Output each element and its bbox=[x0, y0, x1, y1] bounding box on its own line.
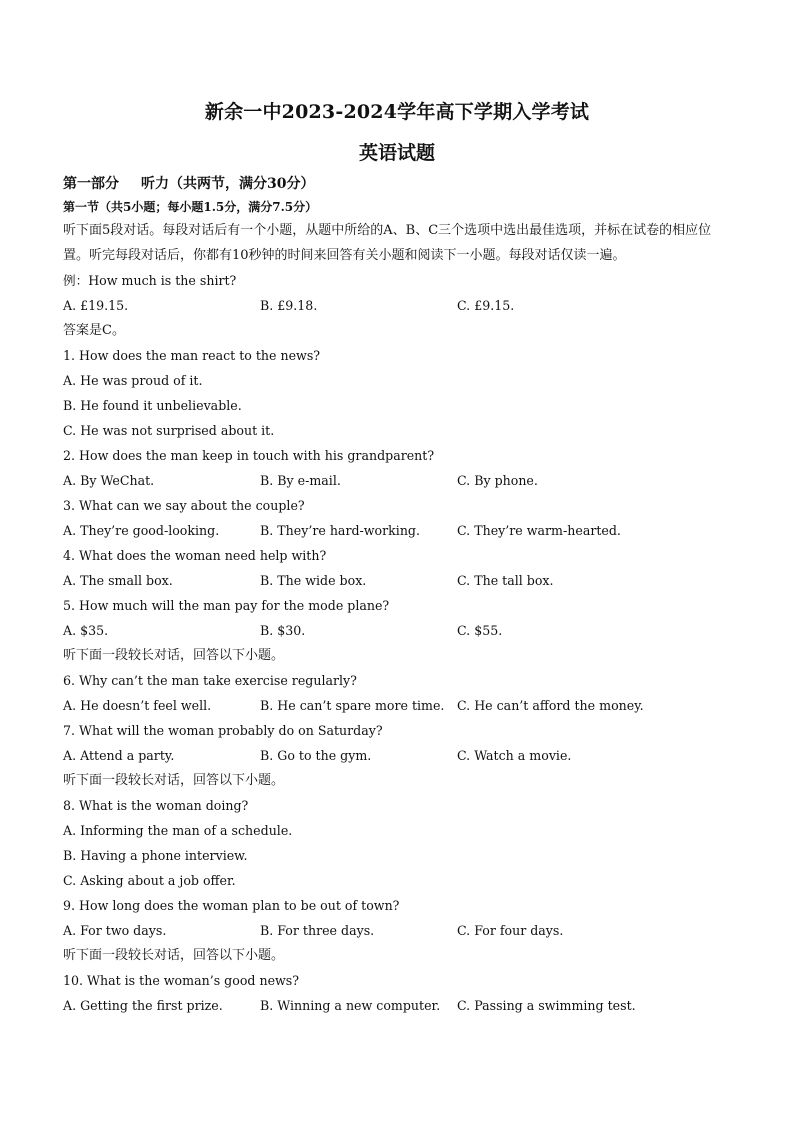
exam-content bbox=[63, 173, 735, 1018]
option-c: C. The tall box. bbox=[457, 573, 554, 588]
option-b: B. £9.18. bbox=[260, 298, 318, 313]
section-heading: 第一节（共5小题；每小题1.5分，满分7.5分） bbox=[63, 200, 318, 214]
q1-option-c: C. He was not surprised about it. bbox=[63, 423, 275, 438]
q2-options bbox=[63, 468, 735, 493]
q3-options bbox=[63, 518, 735, 543]
q5-options bbox=[63, 618, 735, 643]
part-title: 听力（共两节，满分30分） bbox=[141, 176, 315, 192]
q6-options bbox=[63, 693, 735, 718]
option-c: C. They’re warm-hearted. bbox=[457, 523, 621, 538]
option-b: B. He can’t spare more time. bbox=[260, 698, 445, 713]
example-options bbox=[63, 293, 735, 318]
exam-title: 新余一中2023-2024学年高下学期入学考试 bbox=[204, 101, 590, 123]
option-b: B. Winning a new computer. bbox=[260, 998, 441, 1013]
option-b: B. They’re hard-working. bbox=[260, 523, 420, 538]
long-dialog-instruction: 听下面一段较长对话，回答以下小题。 bbox=[63, 773, 285, 788]
question-6: 6. Why can’t the man take exercise regularly? bbox=[63, 673, 357, 688]
part-name: 第一部分 bbox=[63, 176, 119, 192]
q8-option-b: B. Having a phone interview. bbox=[63, 848, 248, 863]
option-a: A. Getting the first prize. bbox=[63, 998, 223, 1013]
option-b: B. For three days. bbox=[260, 923, 375, 938]
option-a: A. Attend a party. bbox=[63, 748, 175, 763]
q1-option-b: B. He found it unbelievable. bbox=[63, 398, 242, 413]
option-c: C. Watch a movie. bbox=[457, 748, 572, 763]
option-c: C. For four days. bbox=[457, 923, 564, 938]
question-8: 8. What is the woman doing? bbox=[63, 798, 249, 813]
q10-options bbox=[63, 993, 735, 1018]
option-b: B. The wide box. bbox=[260, 573, 367, 588]
option-a: A. For two days. bbox=[63, 923, 167, 938]
option-c: C. $55. bbox=[457, 623, 503, 638]
option-c: C. By phone. bbox=[457, 473, 538, 488]
q9-options bbox=[63, 918, 735, 943]
question-4: 4. What does the woman need help with? bbox=[63, 548, 327, 563]
question-2: 2. How does the man keep in touch with his grandparent? bbox=[63, 448, 435, 463]
option-b: B. $30. bbox=[260, 623, 306, 638]
option-a: A. He doesn’t feel well. bbox=[63, 698, 212, 713]
option-c: C. Passing a swimming test. bbox=[457, 998, 636, 1013]
q1-option-a: A. He was proud of it. bbox=[63, 373, 203, 388]
question-1: 1. How does the man react to the news? bbox=[63, 348, 321, 363]
q8-option-a: A. Informing the man of a schedule. bbox=[63, 823, 293, 838]
option-c: C. £9.15. bbox=[457, 298, 515, 313]
option-b: B. Go to the gym. bbox=[260, 748, 372, 763]
q4-options bbox=[63, 568, 735, 593]
exam-subtitle: 英语试题 bbox=[358, 142, 435, 164]
long-dialog-instruction: 听下面一段较长对话，回答以下小题。 bbox=[63, 948, 285, 963]
option-c: C. He can’t afford the money. bbox=[457, 698, 644, 713]
question-5: 5. How much will the man pay for the mode plane? bbox=[63, 598, 390, 613]
question-3: 3. What can we say about the couple? bbox=[63, 498, 305, 513]
example-question: 例：How much is the shirt? bbox=[63, 273, 237, 288]
option-a: A. They’re good-looking. bbox=[63, 523, 220, 538]
question-9: 9. How long does the woman plan to be out of town? bbox=[63, 898, 400, 913]
q8-option-c: C. Asking about a job offer. bbox=[63, 873, 236, 888]
long-dialog-instruction: 听下面一段较长对话，回答以下小题。 bbox=[63, 648, 285, 663]
option-a: A. £19.15. bbox=[63, 298, 129, 313]
option-a: A. $35. bbox=[63, 623, 109, 638]
example-answer: 答案是C。 bbox=[63, 323, 125, 338]
option-b: B. By e-mail. bbox=[260, 473, 341, 488]
option-a: A. By WeChat. bbox=[63, 473, 155, 488]
instructions: 听下面5段对话。每段对话后有一个小题，从题中所给的A、B、C三个选项中选出最佳选项，并标在试卷的相应位置。听完每段对话后，你都有10秒钟的时间来回答有关小题和阅读下一小题。每段对话仅读一遍。 bbox=[63, 223, 712, 263]
option-a: A. The small box. bbox=[63, 573, 173, 588]
question-7: 7. What will the woman probably do on Saturday? bbox=[63, 723, 383, 738]
question-10: 10. What is the woman’s good news? bbox=[63, 973, 300, 988]
part-heading bbox=[63, 173, 735, 195]
q7-options bbox=[63, 743, 735, 768]
